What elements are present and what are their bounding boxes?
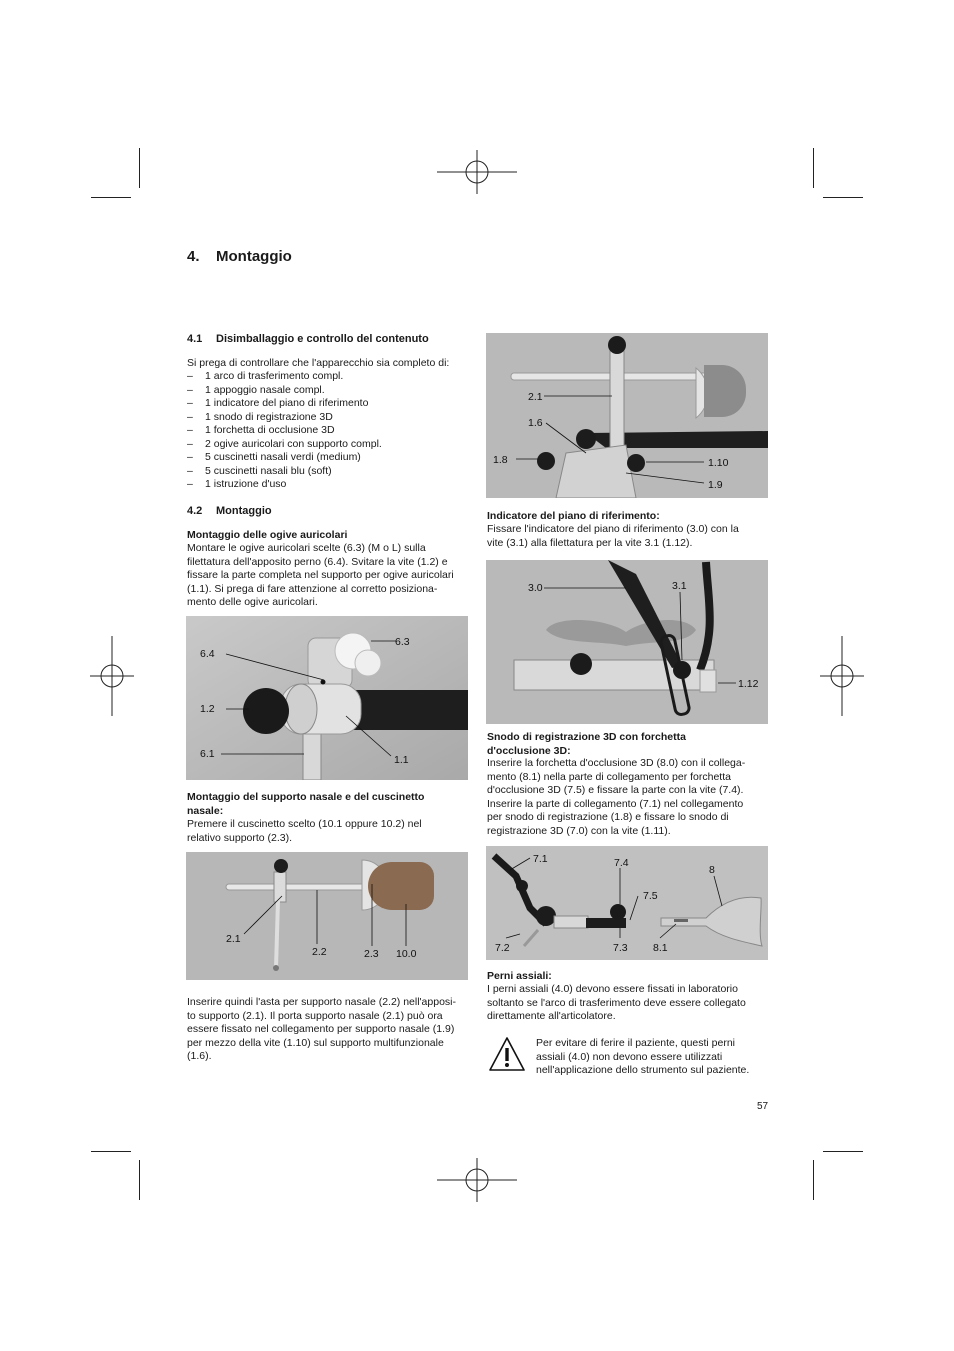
text-line: mento delle ogive auricolari. [187,596,318,608]
text-line: Inserire la forchetta d'occlusione 3D (8.0) con il collega- [487,757,746,769]
figure-label: 3.1 [672,580,687,592]
text-line: I perni assiali (4.0) devono essere fissati in laboratorio [487,983,738,995]
figure-label: 2.1 [226,933,241,945]
figure-label: 3.0 [528,582,543,594]
joint-paragraph [487,757,745,838]
figure-label: 10.0 [396,948,417,960]
text-line: Snodo di registrazione 3D con forchetta [487,731,686,743]
registration-mark-icon [820,636,864,716]
text-line: Montaggio del supporto nasale e del cuscinetto [187,791,425,803]
crop-mark [91,1151,131,1152]
text-line: Premere il cuscinetto scelto (10.1 oppure 10.2) nel [187,818,422,830]
warning-paragraph [536,1037,749,1078]
list-item: – 5 cuscinetti nasali verdi (medium) [187,451,382,465]
crop-mark [813,1160,814,1200]
text-line: Per evitare di ferire il paziente, questi perni [536,1037,736,1049]
figure-label: 1.6 [528,417,543,429]
list-item: – 5 cuscinetti nasali blu (soft) [187,465,382,479]
warning-triangle-icon [488,1036,526,1072]
ogive-paragraph [187,542,454,610]
figure-reference-indicator [486,560,768,724]
text-line: nell'applicazione dello strumento sul paziente. [536,1064,750,1076]
crop-mark [823,1151,863,1152]
figure-label: 1.1 [394,754,409,766]
section-title: Disimballaggio e controllo del contenuto [216,333,429,345]
crop-mark [139,1160,140,1200]
figure-label: 1.9 [708,479,723,491]
text-line: filettatura dell'apposito perno (6.4). Svitare la vite (1.2) e [187,555,448,568]
figure-label: 7.1 [533,853,548,865]
contents-list [187,370,382,492]
figure-label: 7.4 [614,857,629,869]
figure-label: 1.12 [738,678,759,690]
registration-mark-icon [90,636,134,716]
figure-label: 2.2 [312,946,327,958]
figure-label: 7.3 [613,942,628,954]
registration-mark-icon [437,150,517,194]
figure-label: 1.2 [200,703,215,715]
list-item: – 2 ogive auricolari con supporto compl. [187,438,382,452]
section-number: 4.1 [187,333,203,345]
text-line: registrazione 3D (7.0) con la vite (1.11). [487,824,671,837]
crop-mark [91,197,131,198]
figure-nasal-support [186,852,468,980]
list-item: – 1 indicatore del piano di riferimento [187,397,382,411]
heading-number: 4. [187,248,200,265]
figure-label: 6.1 [200,748,215,760]
pins-paragraph [487,983,746,1024]
text-line: d'occlusione 3D (7.5) e fissare la parte con la vite (7.4). [487,784,744,796]
pins-heading: Perni assiali: [487,970,552,982]
text-line: per snodo di registrazione (1.8) e fissare lo snodo di [487,811,729,823]
list-item: – 1 arco di trasferimento compl. [187,370,382,384]
ogive-heading: Montaggio delle ogive auricolari [187,529,348,541]
page-number: 57 [757,1101,769,1112]
section-number: 4.2 [187,505,203,517]
nasal-heading [187,791,424,818]
heading-title: Montaggio [216,248,292,265]
text-line: essere fissato nel collegamento per supporto nasale (1.9) [187,1023,455,1035]
text-line: per mezzo della vite (1.10) sul supporto multifunzionale [187,1036,444,1049]
figure-label: 6.4 [200,648,215,660]
text-line: Inserire quindi l'asta per supporto nasale (2.2) nell'apposi- [187,996,456,1008]
figure-label: 7.5 [643,890,658,902]
text-line: fissare la parte completa nel supporto per ogive auricolari [187,569,454,581]
text-line: direttamente all'articolatore. [487,1010,616,1022]
figure-ear-olives [186,616,468,780]
figure-label: 7.2 [495,942,510,954]
text-line: soltanto se l'arco di trasferimento deve essere collegato [487,996,746,1009]
figure-label: 8.1 [653,942,668,954]
page-title [187,248,292,265]
contents-intro: Si prega di controllare che l'apparecchio sia completo di: [187,357,450,369]
crop-mark [813,148,814,188]
crop-mark [823,197,863,198]
text-line: Fissare l'indicatore del piano di riferimento (3.0) con la [487,523,739,535]
text-line: Montare le ogive auricolari scelte (6.3) (M o L) sulla [187,542,426,554]
text-line: (1.1). Si prega di fare attenzione al corretto posiziona- [187,582,438,595]
reference-heading: Indicatore del piano di riferimento: [487,510,660,522]
text-line: mento (8.1) nella parte di collegamento per forchetta [487,770,731,783]
text-line: d'occlusione 3D: [487,744,571,757]
text-line: (1.6). [187,1050,212,1062]
rod-paragraph [187,996,456,1064]
figure-multifunction-support [486,333,768,498]
crop-mark [139,148,140,188]
section-4-1-heading [187,333,429,345]
text-line: Inserire la parte di collegamento (7.1) nel collegamento [487,797,744,810]
figure-label: 1.8 [493,454,508,466]
reference-paragraph [487,523,739,550]
registration-mark-icon [437,1158,517,1202]
figure-label: 2.1 [528,391,543,403]
joint-heading [487,731,686,758]
figure-label: 8 [709,864,715,876]
list-item: – 1 forchetta di occlusione 3D [187,424,382,438]
figure-3d-joint [486,846,768,960]
section-4-2-heading [187,505,272,517]
text-line: vite (3.1) alla filettatura per la vite 3.1 (1.12). [487,536,693,549]
figure-label: 6.3 [395,636,410,648]
figure-label: 1.10 [708,457,729,469]
figure-label: 2.3 [364,948,379,960]
text-line: to supporto (2.1). Il porta supporto nasale (2.1) può ora [187,1009,443,1022]
list-item: – 1 appoggio nasale compl. [187,384,382,398]
text-line: nasale: [187,804,224,817]
list-item: – 1 istruzione d'uso [187,478,382,492]
nasal-paragraph [187,818,422,845]
text-line: assiali (4.0) non devono essere utilizzati [536,1050,723,1063]
list-item: – 1 snodo di registrazione 3D [187,411,382,425]
section-title: Montaggio [216,505,272,517]
text-line: relativo supporto (2.3). [187,831,293,844]
